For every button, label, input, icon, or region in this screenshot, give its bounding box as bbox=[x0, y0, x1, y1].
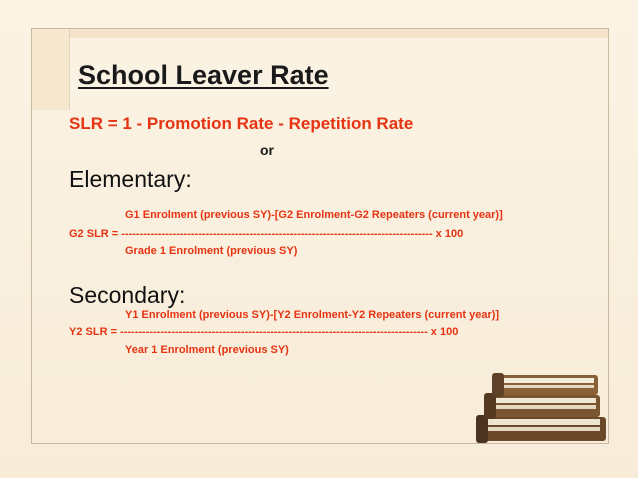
secondary-numerator: Y1 Enrolment (previous SY)-[Y2 Enrolment-Y2 Repeaters (current year)] bbox=[125, 309, 500, 321]
secondary-denominator: Year 1 Enrolment (previous SY) bbox=[125, 344, 289, 356]
elementary-heading: Elementary: bbox=[69, 166, 192, 192]
elementary-denominator: Grade 1 Enrolment (previous SY) bbox=[125, 245, 298, 257]
or-label: or bbox=[260, 142, 274, 158]
elementary-fraction-line: G2 SLR = ------------------------------------------------------------------------------------- x 100 bbox=[69, 228, 464, 240]
books-image bbox=[470, 365, 610, 445]
secondary-fraction-line: Y2 SLR = ------------------------------------------------------------------------------------ x 100 bbox=[69, 326, 459, 338]
secondary-heading: Secondary: bbox=[69, 282, 186, 308]
elementary-numerator: G1 Enrolment (previous SY)-[G2 Enrolment-G2 Repeaters (current year)] bbox=[125, 209, 503, 221]
slide-title: School Leaver Rate bbox=[78, 60, 329, 90]
slr-formula: SLR = 1 - Promotion Rate - Repetition Rate bbox=[69, 114, 414, 133]
